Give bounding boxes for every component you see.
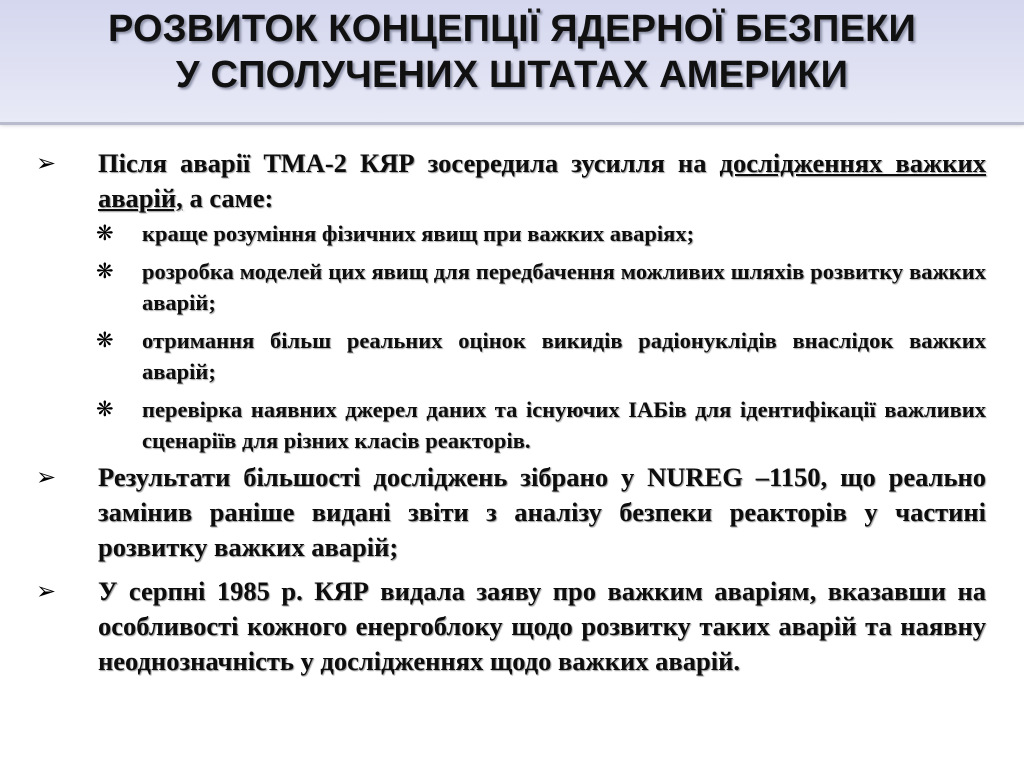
slide-title-line-2: У СПОЛУЧЕНИХ ШТАТАХ АМЕРИКИ bbox=[175, 54, 849, 96]
arrow-bullet-icon: ➢ bbox=[36, 463, 57, 491]
arrow-bullet-icon: ➢ bbox=[36, 577, 57, 605]
asterisk-bullet-icon: ❋ bbox=[96, 397, 114, 421]
bullet-text-part: а саме: bbox=[182, 183, 274, 213]
bullet-text-underlined: дослідженнях важких аварій, bbox=[98, 148, 986, 213]
arrow-bullet-icon: ➢ bbox=[36, 149, 57, 177]
bullet-text: Результати більшості досліджень зібрано у NUREG –1150, що реально замінив раніше видані звіти з аналізу безпеки реакторів у частині розвитку важких аварій; bbox=[98, 462, 986, 562]
sub-bullet-item bbox=[36, 325, 986, 387]
sub-bullet-item bbox=[36, 394, 986, 456]
asterisk-bullet-icon: ❋ bbox=[96, 328, 114, 352]
bullet-item bbox=[36, 574, 986, 679]
bullet-item bbox=[36, 460, 986, 565]
bullet-text-part: Після аварії ТМА-2 КЯР зосередила зусилля на bbox=[98, 148, 720, 178]
slide-body bbox=[36, 146, 986, 679]
slide-title-line-1: РОЗВИТОК КОНЦЕПЦІЇ ЯДЕРНОЇ БЕЗПЕКИ bbox=[107, 8, 917, 50]
slide-title bbox=[0, 6, 1024, 98]
sub-bullet-item bbox=[36, 256, 986, 318]
bullet-item bbox=[36, 146, 986, 216]
sub-bullet-item bbox=[36, 218, 986, 249]
bullet-text: У серпні 1985 р. КЯР видала заяву про важким аваріям, вказавши на особливості кожного енергоблоку щодо розвитку таких аварій та наявну неоднозначність у дослідженнях щодо важких аварій. bbox=[98, 576, 986, 676]
asterisk-bullet-icon: ❋ bbox=[96, 221, 114, 245]
sub-bullet-text: перевірка наявних джерел даних та існуючих ІАБів для ідентифікації важливих сценаріїв для різних класів реакторів. bbox=[142, 397, 986, 453]
sub-bullet-text: краще розуміння фізичних явищ при важких аваріях; bbox=[142, 221, 695, 246]
title-band bbox=[0, 0, 1024, 122]
sub-bullet-text: отримання більш реальних оцінок викидів радіонуклідів внаслідок важких аварій; bbox=[142, 328, 986, 384]
bullet-text bbox=[98, 148, 986, 213]
sub-bullet-text: розробка моделей цих явищ для передбачення можливих шляхів розвитку важких аварій; bbox=[142, 259, 986, 315]
asterisk-bullet-icon: ❋ bbox=[96, 259, 114, 283]
